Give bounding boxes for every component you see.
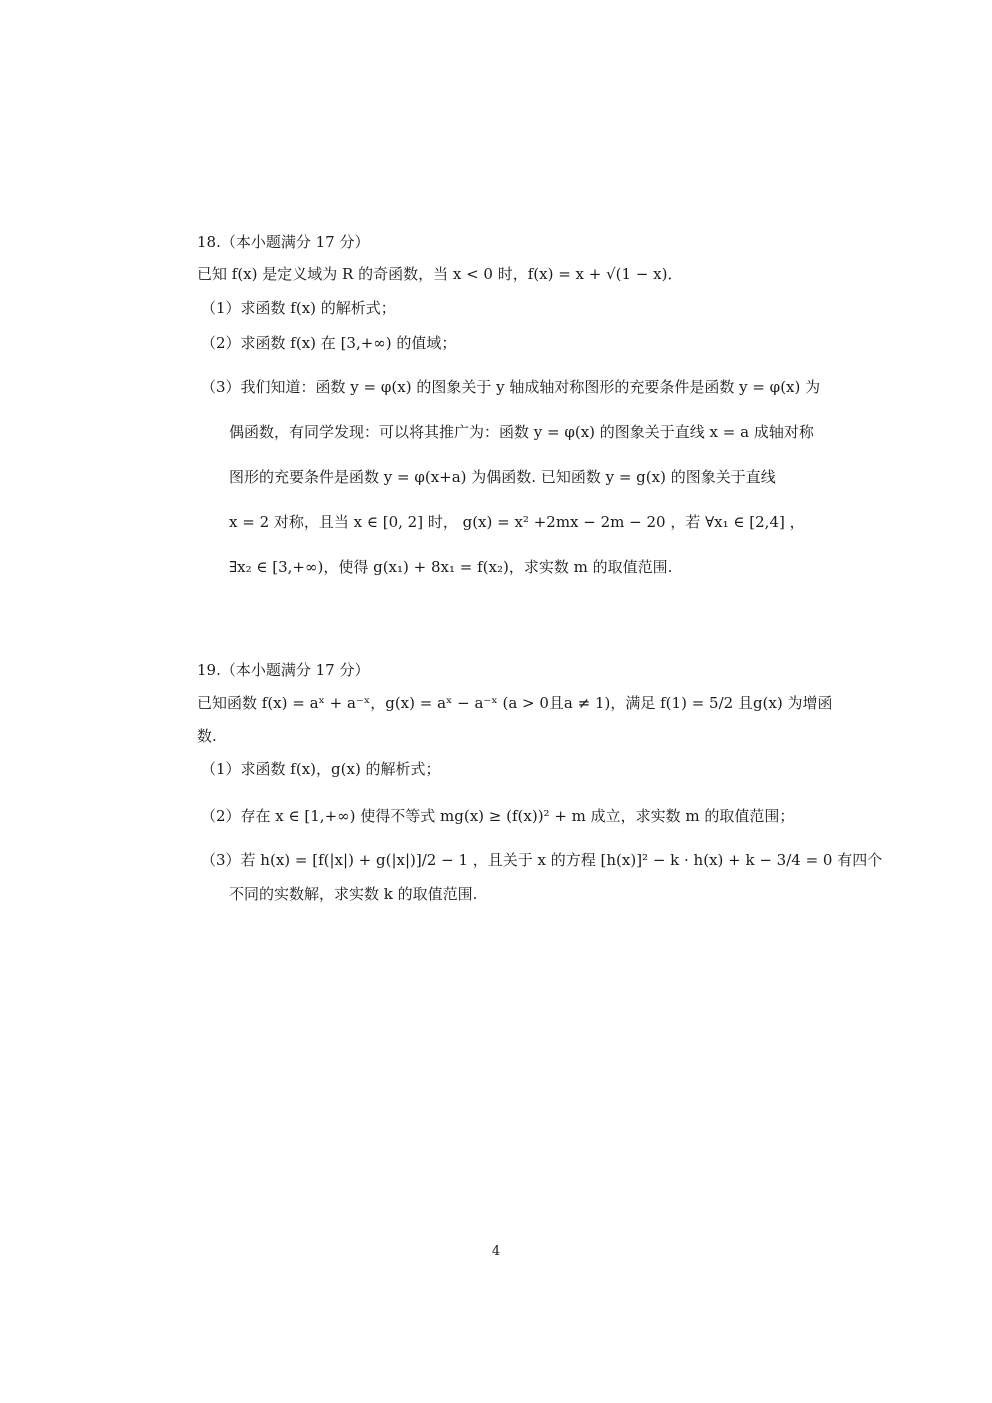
q19-part-3-line-1: （3）若 h(x) = [f(|x|) + g(|x|)]/2 − 1 ，且关于 x 的方程 [h(x)]² − k · h(x) + k − 3/4 = 0 有四个 [201, 851, 883, 869]
q19-part-1: （1）求函数 f(x)，g(x) 的解析式； [201, 760, 441, 778]
q18-part-3-line-3: 图形的充要条件是函数 y = φ(x+a) 为偶函数. 已知函数 y = g(x) 的图象关于直线 [229, 468, 776, 486]
q18-part-2: （2）求函数 f(x) 在 [3,+∞) 的值域； [201, 334, 457, 352]
q19-part-2: （2）存在 x ∈ [1,+∞) 使得不等式 mg(x) ≥ (f(x))² + m 成立，求实数 m 的取值范围； [201, 807, 795, 825]
q18-part-3-line-4: x = 2 对称，且当 x ∈ [0, 2] 时， g(x) = x² +2mx − 2m − 20 ，若 ∀x₁ ∈ [2,4] ， [229, 513, 805, 531]
q19-header: 19.（本小题满分 17 分） [197, 661, 370, 679]
q18-part-3-line-5: ∃x₂ ∈ [3,+∞)，使得 g(x₁) + 8x₁ = f(x₂)，求实数 m 的取值范围. [229, 558, 673, 576]
q18-stem: 已知 f(x) 是定义域为 R 的奇函数，当 x < 0 时，f(x) = x + √(1 − x)． [197, 265, 683, 283]
q18-part-3-line-2: 偶函数，有同学发现：可以将其推广为：函数 y = φ(x) 的图象关于直线 x = a 成轴对称 [229, 423, 814, 441]
page-number: 4 [491, 1244, 501, 1259]
q19-stem-line-2: 数. [197, 727, 217, 745]
q19-part-3-line-2: 不同的实数解，求实数 k 的取值范围. [229, 885, 478, 903]
q19-stem-line-1: 已知函数 f(x) = aˣ + a⁻ˣ，g(x) = aˣ − a⁻ˣ (a > 0且a ≠ 1)，满足 f(1) = 5/2 且g(x) 为增函 [197, 694, 833, 712]
q18-header: 18.（本小题满分 17 分） [197, 233, 370, 251]
q18-part-3-line-1: （3）我们知道：函数 y = φ(x) 的图象关于 y 轴成轴对称图形的充要条件是函数 y = φ(x) 为 [201, 378, 821, 396]
q18-part-1: （1）求函数 f(x) 的解析式； [201, 299, 396, 317]
